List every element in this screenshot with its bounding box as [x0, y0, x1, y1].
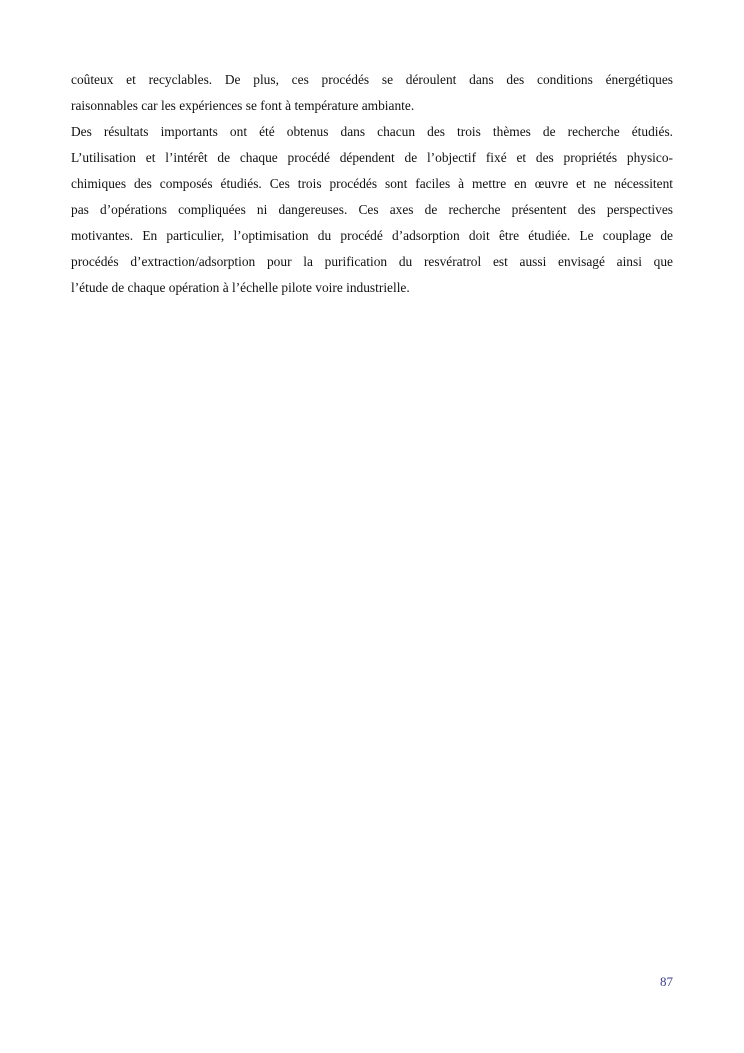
text-line: Des résultats importants ont été obtenus dans chacun des trois thèmes de recherche étudiés. [71, 124, 673, 139]
paragraph-2 [71, 119, 673, 301]
text-line: procédés d’extraction/adsorption pour la purification du resvératrol est aussi envisagé ainsi que [71, 254, 673, 269]
body-text [71, 67, 673, 301]
text-line: coûteux et recyclables. De plus, ces procédés se déroulent dans des conditions énergétiques [71, 72, 673, 87]
text-line: L’utilisation et l’intérêt de chaque procédé dépendent de l’objectif fixé et des propriétés physico- [71, 150, 673, 165]
paragraph-1 [71, 67, 673, 119]
text-line: pas d’opérations compliquées ni dangereuses. Ces axes de recherche présentent des perspectives [71, 202, 673, 217]
text-line: raisonnables car les expériences se font à température ambiante. [71, 98, 415, 113]
page-number: 87 [660, 974, 673, 989]
text-line: chimiques des composés étudiés. Ces trois procédés sont faciles à mettre en œuvre et ne nécessitent [71, 176, 673, 191]
text-line: motivantes. En particulier, l’optimisation du procédé d’adsorption doit être étudiée. Le couplage de [71, 228, 673, 243]
text-line: l’étude de chaque opération à l’échelle pilote voire industrielle. [71, 280, 410, 295]
